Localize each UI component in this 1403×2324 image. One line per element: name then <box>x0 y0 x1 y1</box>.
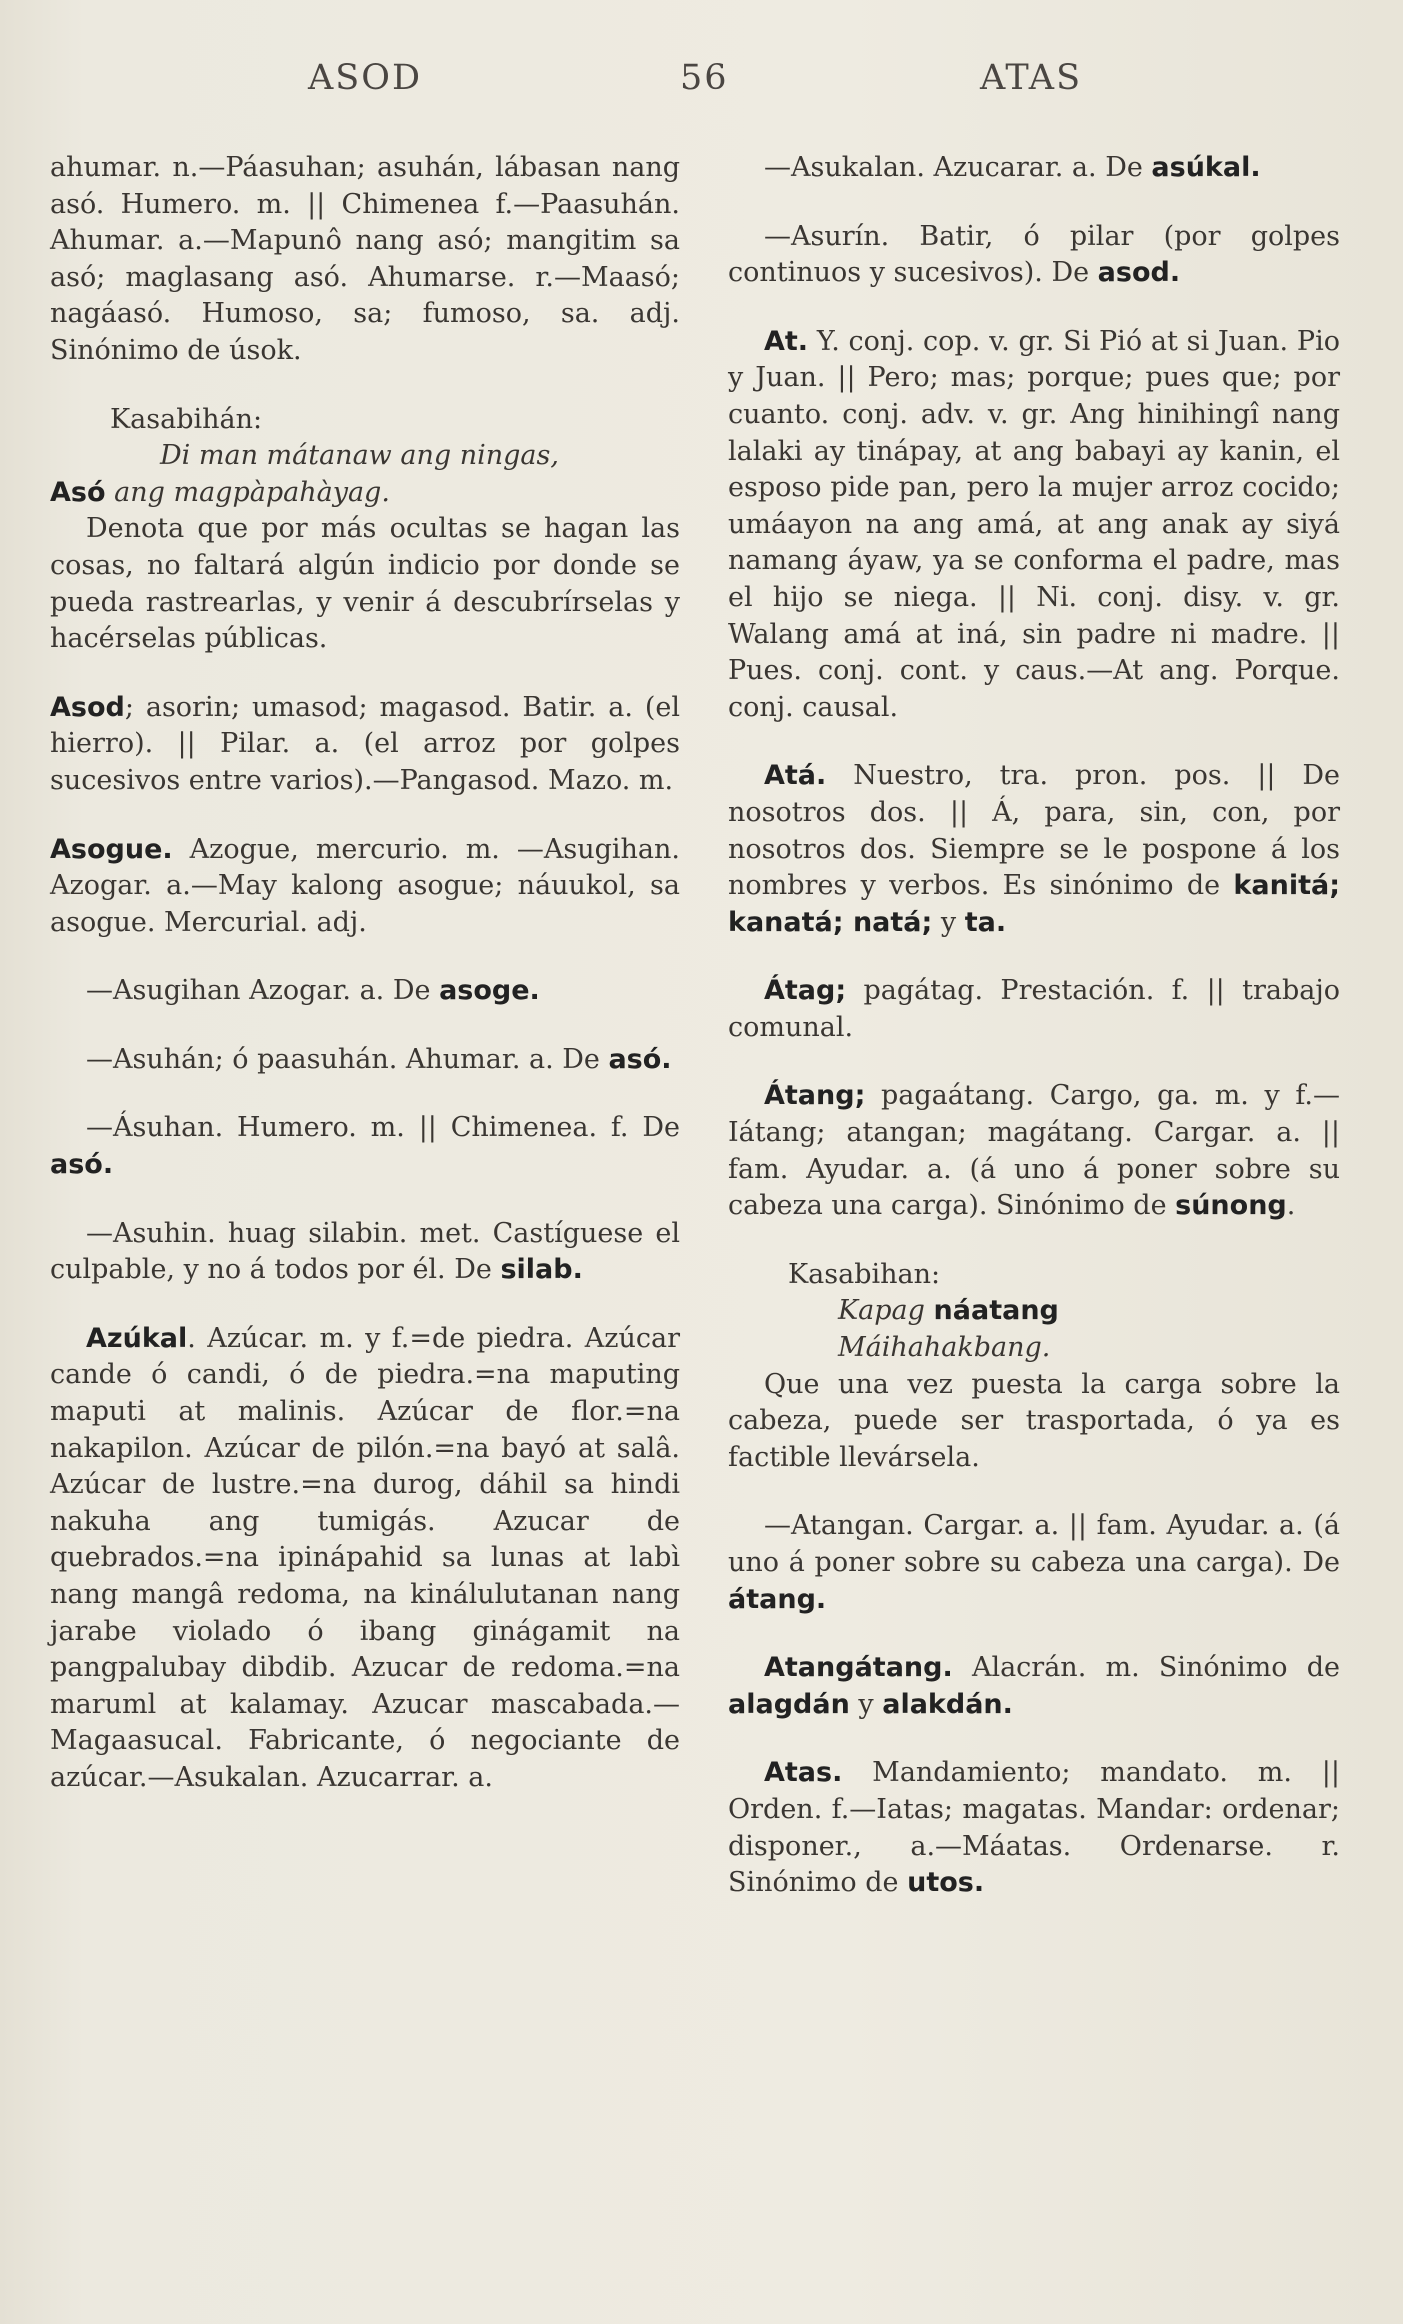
entry-asuhan <box>50 1042 680 1079</box>
definition: —Ásuhan. Humero. m. || Chimenea. f. De <box>86 1112 680 1144</box>
definition: —Atangan. Cargar. a. || fam. Ayudar. a. (á uno á poner sobre su cabeza una carga). De <box>728 1510 1340 1578</box>
entry-atas <box>728 1755 1340 1901</box>
proverb-headword: Asó <box>50 476 106 508</box>
entry-at <box>728 324 1340 727</box>
definition: —Asurín. Batir, ó pilar (por golpes continuos y sucesivos). De <box>728 220 1340 289</box>
entry-ata <box>728 758 1340 941</box>
entry-asod <box>50 690 680 800</box>
cross-reference: silab. <box>500 1254 583 1286</box>
entry-asuhan-humero <box>50 1110 680 1183</box>
proverb-line-1 <box>728 1293 1340 1330</box>
proverb-headword: náatang <box>933 1295 1059 1327</box>
entry-azukal <box>50 1321 680 1797</box>
cross-reference: asúkal. <box>1151 152 1261 183</box>
proverb-line-2-rest: ang magpàpahàyag. <box>114 476 390 508</box>
kasabihan-block-1 <box>50 402 680 658</box>
definition: Y. conj. cop. v. gr. Si Pió at si Juan. Pio y Juan. || Pero; mas; porque; pues que; por cuanto. conj. adv. v. gr. Ang hinihingî nang lalaki ay tinápay, at ang babayi ay kanin, el esposo pide pan, pero la mujer arroz cocido; umáayon na ang amá, at ang anak ay siyá namang áyaw, ya se conforma el padre, mas el hijo se niega. || Ni. conj. disy. v. gr. Walang amá at iná, sin padre ni madre. || Pues. conj. cont. y caus.—At ang. Porque. conj. causal. <box>728 325 1340 723</box>
definition-tail: y <box>932 906 965 938</box>
headword: Atangátang. <box>764 1652 953 1684</box>
proverb-line-1-pre: Kapag <box>838 1295 925 1327</box>
entry-asugihan <box>50 973 680 1010</box>
left-column <box>50 150 680 1829</box>
headword: Asogue. <box>50 833 173 865</box>
entry-asuhin <box>50 1216 680 1289</box>
definition: Mandamiento; mandato. m. || Orden. f.—Iatas; magatas. Mandar: ordenar; disponer., a.—Máatas. Ordenarse. r. Sinónimo de <box>728 1757 1340 1899</box>
cross-reference: súnong <box>1175 1190 1287 1222</box>
entry-asukalan <box>728 150 1340 187</box>
definition: Nuestro, tra. pron. pos. || De nosotros dos. || Á, para, sin, con, por nosotros dos. Siempre se le pospone á los nombres y verbos. Es sinónimo de <box>728 760 1340 902</box>
entry-atag <box>728 973 1340 1046</box>
definition-tail: . <box>1286 1190 1296 1222</box>
cross-reference: asoge. <box>439 975 540 1007</box>
cross-reference: utos. <box>907 1867 985 1899</box>
entry-asurin <box>728 219 1340 292</box>
definition: pagaátang. Cargo, ga. m. y f.—Iátang; atangan; magátang. Cargar. a. || fam. Ayudar. a. (á uno á poner sobre su cabeza una carga). Sinónimo de <box>728 1080 1340 1222</box>
headword: At. <box>764 325 809 357</box>
entry-atangan <box>728 1508 1340 1618</box>
cross-reference: asod. <box>1097 257 1181 289</box>
cross-reference: ta. <box>964 906 1007 938</box>
headword: Asod <box>50 691 125 723</box>
definition: Alacrán. m. Sinónimo de <box>952 1652 1340 1684</box>
headword: Atá. <box>764 760 827 792</box>
definition: —Asuhán; ó paasuhán. Ahumar. a. De <box>86 1043 609 1075</box>
kasabihan-label: Kasabihan: <box>788 1258 941 1290</box>
cross-reference: alagdán <box>728 1688 850 1720</box>
cross-reference: átang. <box>728 1583 827 1615</box>
definition: . Azúcar. m. y f.=de piedra. Azúcar cande ó candi, ó de piedra.=na maputing maputi at malinis. Azúcar de flor.=na nakapilon. Azúcar de pilón.=na bayó at salâ. Azúcar de lustre.=na durog, dáhil sa hindi nakuha ang tumigás. Azucar de quebrados.=na ipinápahid sa lunas at labì nang mangâ redoma, na kinálulutanan nang jarabe violado ó ibang ginágamit na pangpalubay dibdib. Azucar de redoma.=na maruml at kalamay. Azucar mascabada.—Magaasucal. Fabricante, ó negociante de azúcar.—Asukalan. Azucarrar. a. <box>50 1322 680 1793</box>
running-head-right: ATAS <box>980 58 1083 98</box>
proverb-line-1: Di man mátanaw ang ningas, <box>160 440 559 472</box>
cross-reference: asó. <box>50 1149 114 1181</box>
definition: —Asuhin. huag silabin. met. Castíguese el culpable, y no á todos por él. De <box>50 1217 680 1286</box>
page-number: 56 <box>680 58 729 98</box>
headword: Atas. <box>764 1757 843 1789</box>
headword: Azúkal <box>86 1322 188 1354</box>
proverb-line-2: Máihahakbang. <box>838 1332 1051 1364</box>
cross-reference: asó. <box>608 1043 672 1075</box>
definition: —Asugihan Azogar. a. De <box>86 975 440 1007</box>
entry-ahumar-continued: ahumar. n.—Páasuhan; asuhán, lábasan nang asó. Humero. m. || Chimenea f.—Paasuhán. Ahumar. a.—Mapunô nang asó; mangitim sa asó; maglasang asó. Ahumarse. r.—Maasó; nagáasó. Humoso, sa; fumoso, sa. adj. Sinónimo de úsok. <box>50 152 680 366</box>
definition-mid: y <box>849 1688 883 1720</box>
cross-reference: kanitá; kanatá; natá; <box>728 870 1340 938</box>
running-head-left: ASOD <box>308 58 423 98</box>
proverb-line-2 <box>50 475 680 512</box>
definition: ; asorin; umasod; magasod. Batir. a. (el hierro). || Pilar. a. (el arroz por golpes sucesivos entre varios).—Pangasod. Mazo. m. <box>50 691 680 796</box>
proverb-explanation: Que una vez puesta la carga sobre la cabeza, puede ser trasportada, ó ya es factible llevársela. <box>728 1368 1340 1473</box>
headword: Átag; <box>764 975 847 1007</box>
cross-reference: alakdán. <box>882 1688 1013 1720</box>
entry-atangatang <box>728 1650 1340 1723</box>
kasabihan-block-2 <box>728 1257 1340 1477</box>
definition: —Asukalan. Azucarar. a. De <box>764 152 1152 183</box>
kasabihan-label: Kasabihán: <box>110 403 263 435</box>
entry-asogue <box>50 832 680 942</box>
definition: Azogue, mercurio. m. —Asugihan. Azogar. a.—May kalong asogue; náuukol, sa asogue. Mercurial. adj. <box>50 833 680 938</box>
proverb-explanation: Denota que por más ocultas se hagan las cosas, no faltará algún indicio por donde se pueda rastrearlas, y venir á descubrírselas y hacérselas públicas. <box>50 513 680 655</box>
entry-atang <box>728 1078 1340 1224</box>
definition: pagátag. Prestación. f. || trabajo comunal. <box>728 975 1340 1043</box>
headword: Átang; <box>764 1080 866 1112</box>
right-column <box>728 150 1340 1934</box>
